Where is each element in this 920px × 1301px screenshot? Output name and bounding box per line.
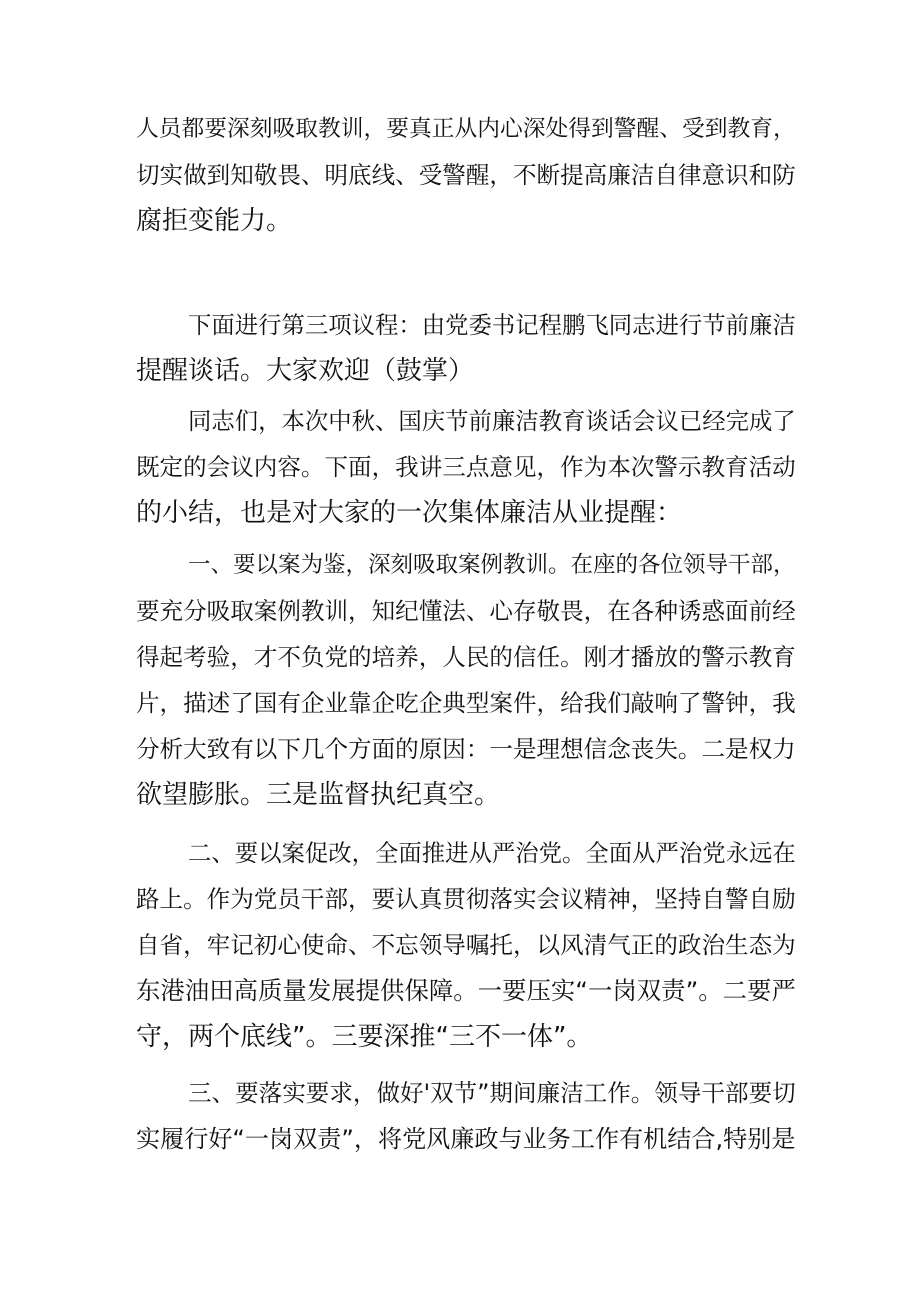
paragraph-6 [136,1070,796,1162]
text-line: 的小结，也是对大家的一次集体廉洁从业提醒： [136,498,683,528]
text-line: 路上。作为党员干部，要认真贯彻落实会议精神，坚持自警自励 [136,885,796,913]
text-line: 下面进行第三项议程：由党委书记程鹏飞同志进行节前廉洁 [188,311,796,339]
text-line: 实履行好“一岗双责”，将党风廉政与业务工作有机结合,特别是 [136,1125,796,1153]
paragraph-4 [136,542,796,818]
text-line: 三、要落实要求，做好'双节”期间廉洁工作。领导干部要切 [188,1079,796,1107]
text-line: 一、要以案为鉴，深刻吸取案例教训。在座的各位领导干部， [188,552,796,578]
text-line: 切实做到知敬畏、明底线、受警醒，不断提高廉洁自律意识和防 [136,161,796,189]
text-line: 欲望膨胀。三是监督执纪真空。 [136,780,501,810]
paragraph-2 [136,302,796,394]
text-line: 东港油田高质量发展提供保障。一要压实“一岗双责”。二要严 [136,976,796,1005]
paragraph-5 [136,830,796,1060]
text-line: 二、要以案促改，全面推进从严治党。全面从严治党永远在 [188,839,796,867]
text-line: 人员都要深刻吸取教训，要真正从内心深处得到警醒、受到教育， [136,116,796,142]
text-line: 自省，牢记初心使命、不忘领导嘱托，以风清气正的政治生态为 [136,931,796,959]
paragraph-3 [136,398,796,536]
text-line: 守，两个底线”。三要深推“三不一体”。 [136,1022,593,1052]
text-line: 分析大致有以下几个方面的原因：一是理想信念丧失。二是权力 [136,735,796,763]
text-line: 腐拒变能力。 [136,206,293,236]
text-line: 同志们，本次中秋、国庆节前廉洁教育谈话会议已经完成了 [188,407,796,435]
text-line: 要充分吸取案例教训，知纪懂法、心存敬畏，在各种诱惑面前经 [136,597,796,625]
paragraph-1 [136,106,796,244]
text-line: 既定的会议内容。下面，我讲三点意见，作为本次警示教育活动 [136,453,796,481]
text-line: 提醒谈话。大家欢迎（鼓掌） [136,356,475,386]
text-line: 片，描述了国有企业靠企吃企典型案件，给我们敲响了警钟，我 [136,689,796,717]
text-line: 得起考验，才不负党的培养，人民的信任。刚才播放的警示教育 [136,643,796,671]
